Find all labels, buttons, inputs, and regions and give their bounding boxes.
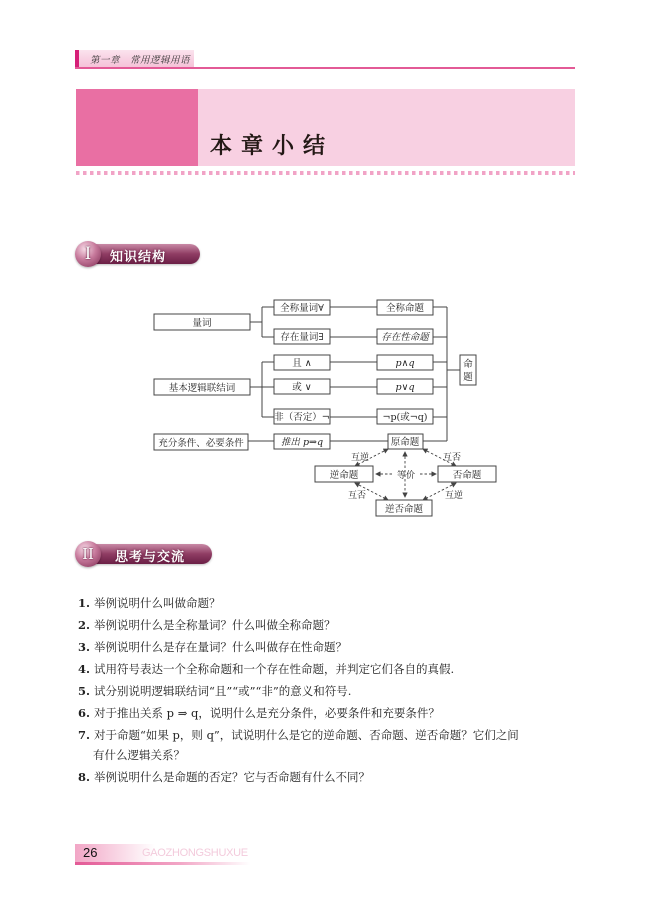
chapter-header-label: 第一章 常用逻辑用语 <box>90 55 191 66</box>
diagram-node-not-p: ¬p(或¬q) <box>382 412 428 423</box>
question-item-continuation: 有什么逻辑关系？ <box>93 748 185 762</box>
diagram-node-p-and-q: p∧q <box>395 358 415 369</box>
diagram-node-converse: 逆命题 <box>329 470 359 481</box>
diagram-node-not: 非（否定）¬ <box>274 412 330 423</box>
diagram-node-original-proposition: 原命题 <box>390 437 420 448</box>
diagram-node-and: 且 ∧ <box>292 358 312 369</box>
diagram-node-or: 或 ∨ <box>292 382 312 393</box>
diagram-node-existential-quantifier: 存在量词∃ <box>280 332 324 343</box>
diagram-label-mutual-converse: 互逆 <box>444 491 464 501</box>
diagram-node-implies: 推出 p⇒q <box>280 437 324 448</box>
svg-text:题: 题 <box>463 372 473 383</box>
page-number: 26 <box>83 845 98 860</box>
diagram-node-existential-proposition: 存在性命题 <box>381 332 429 343</box>
diagram-node-connectives: 基本逻辑联结词 <box>168 383 236 394</box>
diagram-label-mutual-negation: 互否 <box>347 491 367 501</box>
diagram-node-inverse: 否命题 <box>452 470 482 481</box>
diagram-label-mutual-converse: 互逆 <box>350 453 370 463</box>
section-numeral: II <box>82 545 94 563</box>
diagram-label-equivalent: 等价 <box>396 471 416 481</box>
question-item: 3. 举例说明什么是存在量词？什么叫做存在性命题？ <box>78 640 348 654</box>
question-item: 6. 对于推出关系 p ⇒ q，说明什么是充分条件，必要条件和充要条件？ <box>78 706 440 720</box>
question-item: 1. 举例说明什么叫做命题？ <box>78 596 221 610</box>
svg-text:命: 命 <box>463 359 473 370</box>
diagram-node-conditions: 充分条件、必要条件 <box>158 438 244 449</box>
footer-watermark: GAOZHONGSHUXUE <box>142 847 248 859</box>
question-item: 4. 试用符号表达一个全称命题和一个存在性命题，并判定它们各自的真假. <box>78 662 455 676</box>
section-title: 知识结构 <box>110 250 167 265</box>
question-item: 2. 举例说明什么是全称量词？什么叫做全称命题？ <box>78 618 336 632</box>
section-title: 思考与交流 <box>115 550 186 565</box>
page-title: 本章小结 <box>210 134 335 159</box>
diagram-node-universal-proposition: 全称命题 <box>385 303 425 314</box>
diagram-node-p-or-q: p∨q <box>395 382 415 393</box>
diagram-node-contrapositive: 逆否命题 <box>384 504 424 515</box>
question-item: 5. 试分别说明逻辑联结词“且”“或”“非”的意义和符号. <box>78 684 352 698</box>
footer-rule <box>75 862 250 865</box>
diagram-label-mutual-negation: 互否 <box>442 453 462 463</box>
diagram-node-quantifier: 量词 <box>192 318 212 329</box>
question-item: 7. 对于命题“如果 p，则 q”，试说明什么是它的逆命题、否命题、逆否命题？它们之间 <box>78 728 519 742</box>
diagram-node-universal-quantifier: 全称量词∀ <box>280 303 324 314</box>
question-item: 8. 举例说明什么是命题的否定？它与否命题有什么不同？ <box>78 770 371 784</box>
section-numeral: I <box>84 244 92 264</box>
